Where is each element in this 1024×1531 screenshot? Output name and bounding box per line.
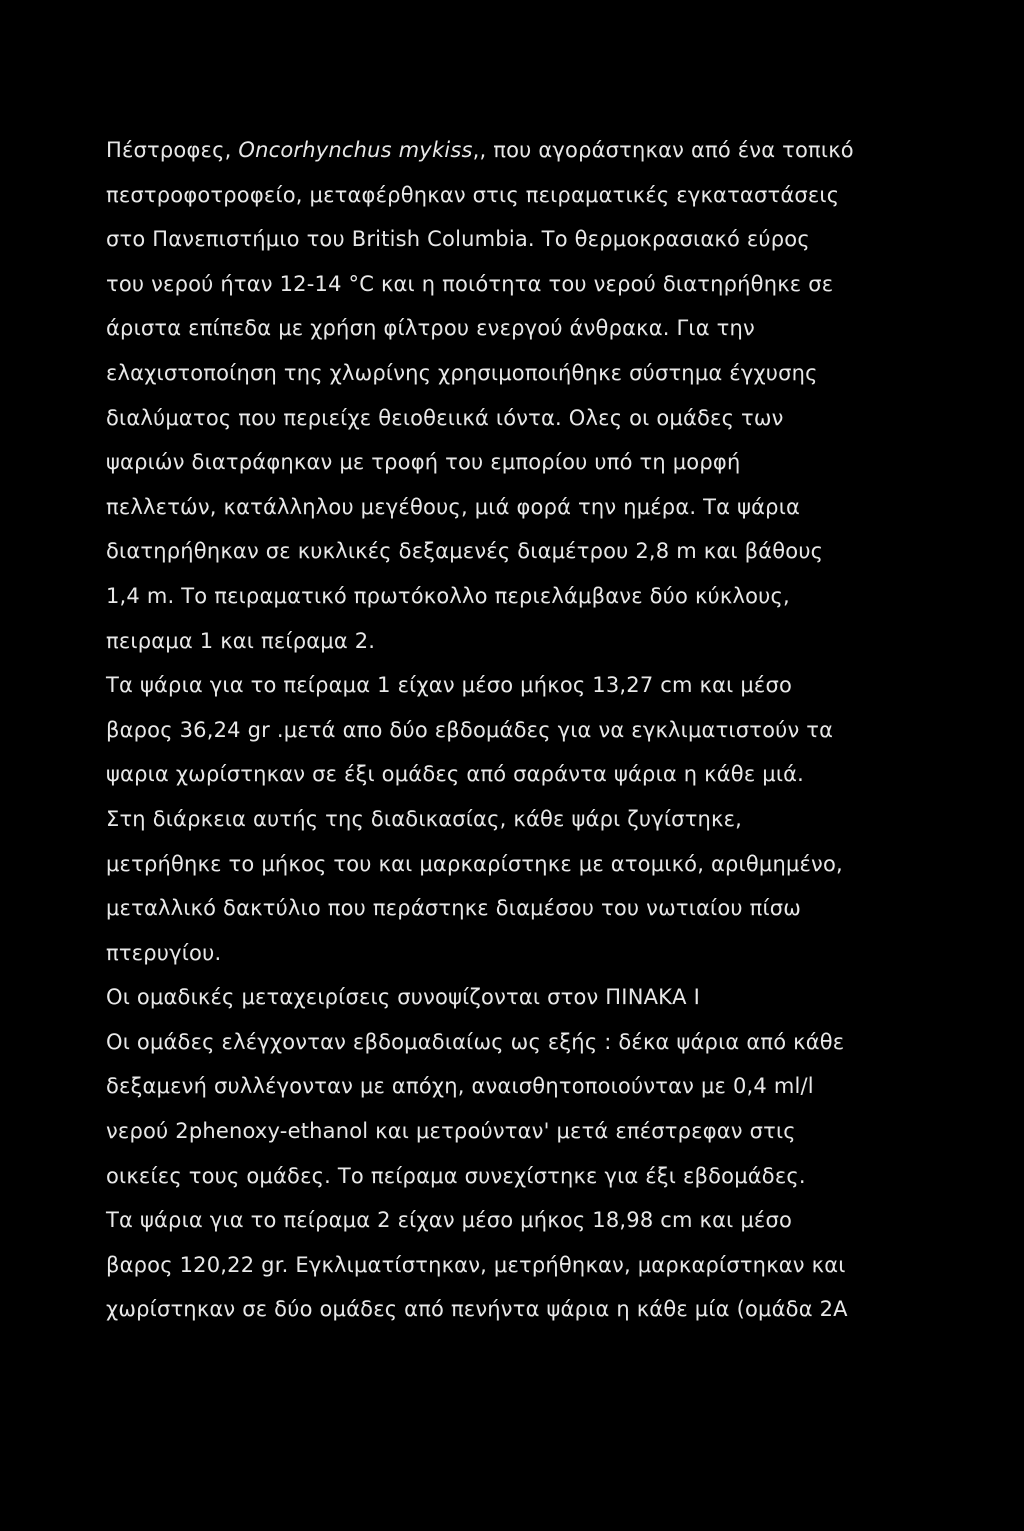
text-line: Τα ψάρια για το πείραμα 1 είχαν μέσο μήκος 13,27 cm και μέσο <box>106 673 793 698</box>
text-line: βαρος 36,24 gr .μετά απο δύο εβδομάδες για να εγκλιματιστούν τα <box>106 717 834 742</box>
text-line: μετρήθηκε το μήκος του και μαρκαρίστηκε με ατομικό, αριθμημένο, <box>106 851 843 876</box>
text-line: μεταλλικό δακτύλιο που περάστηκε διαμέσου του νωτιαίου πίσω <box>106 896 802 921</box>
text-line: διατηρήθηκαν σε κυκλικές δεξαμενές διαμέτρου 2,8 m και βάθους <box>106 539 824 564</box>
text-line: πτερυγίου. <box>106 940 222 965</box>
text-line: οικείες τους ομάδες. Το πείραμα συνεχίστηκε για έξι εβδομάδες. <box>106 1163 806 1188</box>
text-line: ψαρια χωρίστηκαν σε έξι ομάδες από σαράντα ψάρια η κάθε μιά. <box>106 762 805 787</box>
text-line: 1,4 m. Το πειραματικό πρωτόκολλο περιελάμβανε δύο κύκλους, <box>106 583 790 608</box>
text-line: του νερού ήταν 12-14 °C και η ποιότητα του νερού διατηρήθηκε σε <box>106 271 834 296</box>
text-line: ψαριών διατράφηκαν με τροφή του εμπορίου υπό τη μορφή <box>106 450 741 475</box>
text-line: πελλετών, κατάλληλου μεγέθους, μιά φορά την ημέρα. Τα ψάρια <box>106 494 801 519</box>
text-line: βαρος 120,22 gr. Εγκλιματίστηκαν, μετρήθηκαν, μαρκαρίστηκαν και <box>106 1252 846 1277</box>
text-line: νερού 2phenoxy-ethanol και μετρούνταν' μετά επέστρεφαν στις <box>106 1119 796 1144</box>
text-line: διαλύματος που περιείχε θειοθειικά ιόντα. Ολες οι ομάδες των <box>106 405 784 430</box>
body-text <box>106 128 926 1332</box>
species-name: Oncorhynchus mykiss <box>238 138 473 162</box>
text-segment: ,, που αγοράστηκαν από ένα τοπικό <box>472 138 854 162</box>
text-line: πεστροφοτροφείο, μεταφέρθηκαν στις πειραματικές εγκαταστάσεις <box>106 182 840 207</box>
text-line: Οι ομαδικές μεταχειρίσεις συνοψίζονται στον ΠΙΝΑΚΑ Ι <box>106 985 700 1010</box>
text-line: Οι ομάδες ελέγχονταν εβδομαδιαίως ως εξής : δέκα ψάρια από κάθε <box>106 1029 845 1054</box>
text-line: Τα ψάρια για το πείραμα 2 είχαν μέσο μήκος 18,98 cm και μέσο <box>106 1208 793 1233</box>
text-line: χωρίστηκαν σε δύο ομάδες από πενήντα ψάρια η κάθε μία (ομάδα 2Α <box>106 1297 848 1322</box>
text-line: στο Πανεπιστήμιο του British Columbia. Το θερμοκρασιακό εύρος <box>106 227 810 252</box>
text-line: πειραμα 1 και πείραμα 2. <box>106 628 376 653</box>
text-segment: Πέστροφες, <box>106 138 239 162</box>
text-line: Στη διάρκεια αυτής της διαδικασίας, κάθε ψάρι ζυγίστηκε, <box>106 806 743 831</box>
text-line: άριστα επίπεδα με χρήση φίλτρου ενεργού άνθρακα. Για την <box>106 316 755 341</box>
text-line: ελαχιστοποίηση της χλωρίνης χρησιμοποιήθηκε σύστημα έγχυσης <box>106 360 818 385</box>
text-line: δεξαμενή συλλέγονταν με απόχη, αναισθητοποιούνταν με 0,4 ml/l <box>106 1074 814 1099</box>
text-line-1 <box>106 128 926 173</box>
